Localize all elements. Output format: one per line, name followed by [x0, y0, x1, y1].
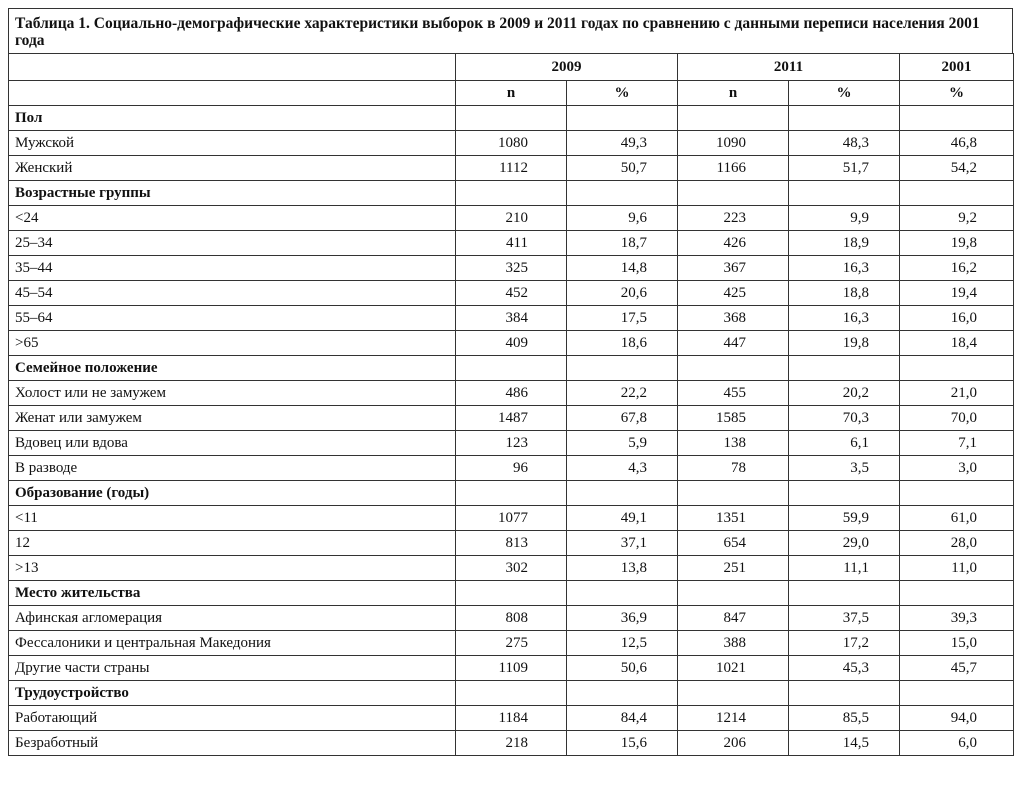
n-2011-cell — [678, 181, 789, 206]
n-2009-cell — [456, 181, 567, 206]
pct-2011-cell: 19,8 — [789, 331, 900, 356]
n-2011-cell: 1214 — [678, 706, 789, 731]
row-label: 55–64 — [9, 306, 456, 331]
group-label: Образование (годы) — [9, 481, 456, 506]
table-row — [9, 206, 1014, 231]
pct-2009-cell: 13,8 — [567, 556, 678, 581]
header-year-2009: 2009 — [456, 54, 678, 81]
row-label: Фессалоники и центральная Македония — [9, 631, 456, 656]
pct-2009-cell: 9,6 — [567, 206, 678, 231]
pct-2001-cell: 61,0 — [900, 506, 1014, 531]
pct-2001-cell — [900, 581, 1014, 606]
table-body — [9, 106, 1014, 756]
pct-2001-cell: 11,0 — [900, 556, 1014, 581]
n-2009-cell: 123 — [456, 431, 567, 456]
table-group-row — [9, 181, 1014, 206]
pct-2009-cell: 4,3 — [567, 456, 678, 481]
row-label: Вдовец или вдова — [9, 431, 456, 456]
table-row — [9, 331, 1014, 356]
n-2011-cell: 251 — [678, 556, 789, 581]
row-label: <11 — [9, 506, 456, 531]
pct-2001-cell: 9,2 — [900, 206, 1014, 231]
pct-2011-cell: 16,3 — [789, 306, 900, 331]
n-2011-cell — [678, 356, 789, 381]
table-row — [9, 306, 1014, 331]
n-2009-cell: 1112 — [456, 156, 567, 181]
row-label: <24 — [9, 206, 456, 231]
row-label: В разводе — [9, 456, 456, 481]
row-label: Работающий — [9, 706, 456, 731]
n-2009-cell: 486 — [456, 381, 567, 406]
table-row — [9, 431, 1014, 456]
group-label: Возрастные группы — [9, 181, 456, 206]
n-2011-cell: 1351 — [678, 506, 789, 531]
n-2011-cell: 847 — [678, 606, 789, 631]
n-2009-cell: 1184 — [456, 706, 567, 731]
pct-2001-cell — [900, 356, 1014, 381]
pct-2001-cell: 7,1 — [900, 431, 1014, 456]
header-n-2011: n — [678, 81, 789, 106]
n-2009-cell: 808 — [456, 606, 567, 631]
n-2009-cell: 1487 — [456, 406, 567, 431]
row-label: 45–54 — [9, 281, 456, 306]
table-row — [9, 706, 1014, 731]
pct-2009-cell: 84,4 — [567, 706, 678, 731]
row-label: Другие части страны — [9, 656, 456, 681]
n-2011-cell: 455 — [678, 381, 789, 406]
pct-2009-cell — [567, 181, 678, 206]
n-2011-cell: 426 — [678, 231, 789, 256]
n-2011-cell — [678, 681, 789, 706]
pct-2011-cell: 20,2 — [789, 381, 900, 406]
pct-2011-cell: 3,5 — [789, 456, 900, 481]
table-container — [8, 8, 1013, 756]
n-2011-cell: 367 — [678, 256, 789, 281]
n-2011-cell — [678, 581, 789, 606]
pct-2011-cell: 11,1 — [789, 556, 900, 581]
pct-2001-cell: 16,2 — [900, 256, 1014, 281]
pct-2009-cell: 49,3 — [567, 131, 678, 156]
pct-2009-cell: 50,6 — [567, 656, 678, 681]
n-2009-cell: 452 — [456, 281, 567, 306]
n-2009-cell: 96 — [456, 456, 567, 481]
pct-2001-cell: 28,0 — [900, 531, 1014, 556]
pct-2011-cell: 14,5 — [789, 731, 900, 756]
pct-2009-cell — [567, 681, 678, 706]
n-2009-cell: 411 — [456, 231, 567, 256]
pct-2009-cell: 36,9 — [567, 606, 678, 631]
n-2011-cell: 368 — [678, 306, 789, 331]
demographics-table — [8, 53, 1014, 756]
pct-2009-cell: 50,7 — [567, 156, 678, 181]
pct-2011-cell: 17,2 — [789, 631, 900, 656]
row-label: 35–44 — [9, 256, 456, 281]
pct-2011-cell: 70,3 — [789, 406, 900, 431]
table-row — [9, 731, 1014, 756]
pct-2009-cell: 14,8 — [567, 256, 678, 281]
pct-2011-cell: 6,1 — [789, 431, 900, 456]
pct-2011-cell: 29,0 — [789, 531, 900, 556]
pct-2011-cell: 45,3 — [789, 656, 900, 681]
row-label: Женат или замужем — [9, 406, 456, 431]
table-row — [9, 406, 1014, 431]
pct-2009-cell: 37,1 — [567, 531, 678, 556]
pct-2001-cell: 54,2 — [900, 156, 1014, 181]
pct-2001-cell: 45,7 — [900, 656, 1014, 681]
pct-2001-cell — [900, 681, 1014, 706]
pct-2001-cell: 39,3 — [900, 606, 1014, 631]
pct-2001-cell: 94,0 — [900, 706, 1014, 731]
header-n-2009: n — [456, 81, 567, 106]
table-row — [9, 156, 1014, 181]
table-group-row — [9, 106, 1014, 131]
pct-2011-cell: 51,7 — [789, 156, 900, 181]
group-label: Пол — [9, 106, 456, 131]
pct-2001-cell: 3,0 — [900, 456, 1014, 481]
n-2011-cell: 138 — [678, 431, 789, 456]
n-2009-cell — [456, 581, 567, 606]
pct-2011-cell: 59,9 — [789, 506, 900, 531]
pct-2011-cell: 85,5 — [789, 706, 900, 731]
pct-2001-cell — [900, 181, 1014, 206]
pct-2009-cell: 12,5 — [567, 631, 678, 656]
header-year-2011: 2011 — [678, 54, 900, 81]
header-subs-row — [9, 81, 1014, 106]
table-row — [9, 281, 1014, 306]
n-2011-cell: 388 — [678, 631, 789, 656]
n-2009-cell: 1109 — [456, 656, 567, 681]
table-row — [9, 606, 1014, 631]
n-2011-cell: 223 — [678, 206, 789, 231]
pct-2009-cell — [567, 106, 678, 131]
row-label: Мужской — [9, 131, 456, 156]
pct-2011-cell — [789, 356, 900, 381]
pct-2009-cell: 18,6 — [567, 331, 678, 356]
row-label: Холост или не замужем — [9, 381, 456, 406]
n-2011-cell — [678, 106, 789, 131]
pct-2001-cell: 19,4 — [900, 281, 1014, 306]
pct-2001-cell: 70,0 — [900, 406, 1014, 431]
n-2011-cell: 1021 — [678, 656, 789, 681]
group-label: Трудоустройство — [9, 681, 456, 706]
table-row — [9, 131, 1014, 156]
n-2009-cell: 1080 — [456, 131, 567, 156]
pct-2001-cell: 16,0 — [900, 306, 1014, 331]
pct-2001-cell: 19,8 — [900, 231, 1014, 256]
pct-2011-cell: 48,3 — [789, 131, 900, 156]
n-2011-cell — [678, 481, 789, 506]
pct-2001-cell: 18,4 — [900, 331, 1014, 356]
n-2011-cell: 1166 — [678, 156, 789, 181]
n-2009-cell: 384 — [456, 306, 567, 331]
group-label: Место жительства — [9, 581, 456, 606]
n-2011-cell: 447 — [678, 331, 789, 356]
header-year-2001: 2001 — [900, 54, 1014, 81]
header-years-row — [9, 54, 1014, 81]
header-pct-2001: % — [900, 81, 1014, 106]
row-label: Афинская агломерация — [9, 606, 456, 631]
row-label: >13 — [9, 556, 456, 581]
n-2009-cell: 302 — [456, 556, 567, 581]
pct-2011-cell: 9,9 — [789, 206, 900, 231]
table-row — [9, 631, 1014, 656]
pct-2011-cell — [789, 481, 900, 506]
table-row — [9, 506, 1014, 531]
pct-2009-cell: 49,1 — [567, 506, 678, 531]
n-2011-cell: 1585 — [678, 406, 789, 431]
n-2009-cell — [456, 681, 567, 706]
pct-2009-cell — [567, 481, 678, 506]
n-2009-cell — [456, 481, 567, 506]
table-row — [9, 531, 1014, 556]
n-2009-cell: 275 — [456, 631, 567, 656]
pct-2009-cell: 22,2 — [567, 381, 678, 406]
n-2009-cell: 210 — [456, 206, 567, 231]
pct-2011-cell: 18,9 — [789, 231, 900, 256]
n-2009-cell — [456, 106, 567, 131]
n-2009-cell: 409 — [456, 331, 567, 356]
pct-2011-cell — [789, 106, 900, 131]
table-row — [9, 656, 1014, 681]
pct-2001-cell: 6,0 — [900, 731, 1014, 756]
pct-2011-cell: 18,8 — [789, 281, 900, 306]
pct-2011-cell: 16,3 — [789, 256, 900, 281]
table-row — [9, 456, 1014, 481]
pct-2001-cell: 15,0 — [900, 631, 1014, 656]
pct-2009-cell — [567, 581, 678, 606]
pct-2009-cell: 17,5 — [567, 306, 678, 331]
table-row — [9, 256, 1014, 281]
n-2009-cell — [456, 356, 567, 381]
table-row — [9, 381, 1014, 406]
n-2011-cell: 1090 — [678, 131, 789, 156]
pct-2009-cell: 18,7 — [567, 231, 678, 256]
row-label: 25–34 — [9, 231, 456, 256]
n-2011-cell: 206 — [678, 731, 789, 756]
table-group-row — [9, 481, 1014, 506]
n-2009-cell: 218 — [456, 731, 567, 756]
row-label: >65 — [9, 331, 456, 356]
row-label: Безработный — [9, 731, 456, 756]
pct-2011-cell: 37,5 — [789, 606, 900, 631]
n-2011-cell: 78 — [678, 456, 789, 481]
pct-2009-cell: 15,6 — [567, 731, 678, 756]
pct-2011-cell — [789, 681, 900, 706]
header-empty-cell — [9, 81, 456, 106]
pct-2009-cell: 67,8 — [567, 406, 678, 431]
table-group-row — [9, 681, 1014, 706]
group-label: Семейное положение — [9, 356, 456, 381]
header-empty-cell — [9, 54, 456, 81]
header-pct-2009: % — [567, 81, 678, 106]
table-group-row — [9, 581, 1014, 606]
pct-2001-cell: 21,0 — [900, 381, 1014, 406]
pct-2011-cell — [789, 581, 900, 606]
n-2011-cell: 425 — [678, 281, 789, 306]
pct-2009-cell: 5,9 — [567, 431, 678, 456]
pct-2011-cell — [789, 181, 900, 206]
table-row — [9, 556, 1014, 581]
header-pct-2011: % — [789, 81, 900, 106]
pct-2009-cell: 20,6 — [567, 281, 678, 306]
pct-2001-cell — [900, 106, 1014, 131]
pct-2001-cell: 46,8 — [900, 131, 1014, 156]
table-caption: Таблица 1. Социально-демографические характеристики выборок в 2009 и 2011 годах по сравнению с данными переписи населения 2001 года — [8, 8, 1013, 53]
pct-2009-cell — [567, 356, 678, 381]
table-group-row — [9, 356, 1014, 381]
pct-2001-cell — [900, 481, 1014, 506]
row-label: 12 — [9, 531, 456, 556]
table-row — [9, 231, 1014, 256]
n-2009-cell: 1077 — [456, 506, 567, 531]
n-2009-cell: 325 — [456, 256, 567, 281]
n-2011-cell: 654 — [678, 531, 789, 556]
n-2009-cell: 813 — [456, 531, 567, 556]
row-label: Женский — [9, 156, 456, 181]
